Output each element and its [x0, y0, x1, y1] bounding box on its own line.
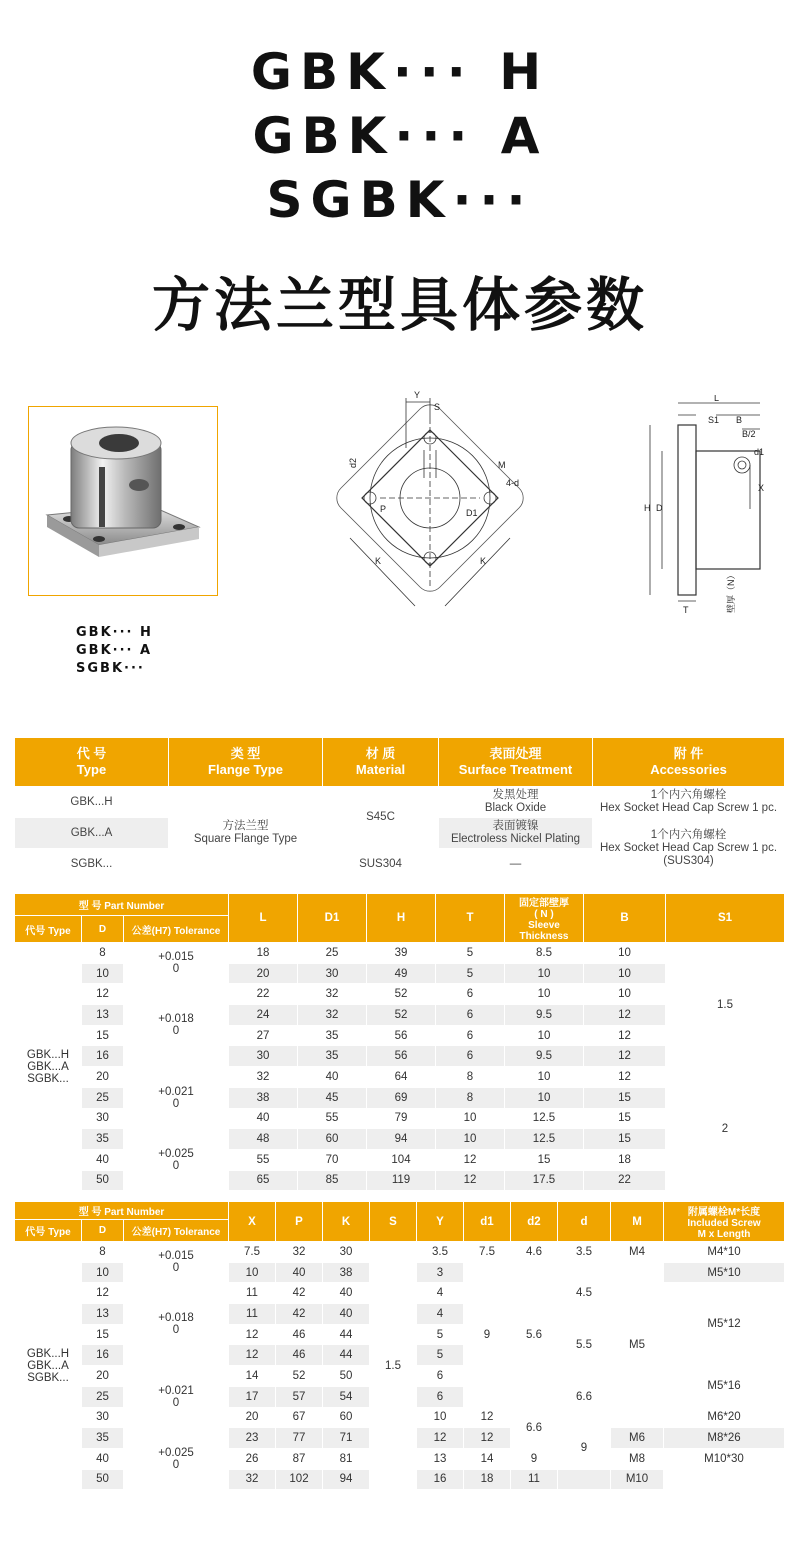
n-cell: 9.5: [505, 1046, 584, 1067]
screw-cell: M5*16: [664, 1366, 785, 1407]
header-flange-type: 类 型 Flange Type: [169, 738, 323, 787]
d-cell: 8: [82, 1242, 124, 1263]
d-cell: 20: [82, 1067, 124, 1088]
type-group-cell-line: SGBK...: [27, 1371, 69, 1384]
dim-label-s1: S1: [708, 415, 720, 425]
n-cell: 12.5: [505, 1129, 584, 1150]
h-cell: 49: [367, 963, 436, 984]
y-cell: 6: [417, 1386, 464, 1407]
tolerance-cell: [124, 1242, 229, 1283]
b-cell: 18: [584, 1149, 666, 1170]
k-cell: 40: [323, 1304, 370, 1325]
tolerance-cell-line: +0.015: [158, 1250, 194, 1263]
d-cell: 35: [82, 1428, 124, 1449]
tolerance-cell-line: +0.025: [158, 1446, 194, 1459]
x-cell: 32: [229, 1469, 276, 1490]
type-cell: GBK...A: [15, 818, 169, 849]
p-cell: 77: [276, 1428, 323, 1449]
type-group-cell-line: GBK...H: [26, 1048, 70, 1061]
flange-type-cell: 方法兰型 Square Flange Type: [169, 787, 323, 880]
d-cell: 10: [82, 1262, 124, 1283]
k-cell: 54: [323, 1386, 370, 1407]
p-cell: 42: [276, 1304, 323, 1325]
d-cell: 50: [82, 1170, 124, 1191]
l-cell: 22: [229, 984, 298, 1005]
d-hole-cell: 4.5: [558, 1262, 611, 1324]
d-cell: 40: [82, 1149, 124, 1170]
t-cell: 6: [436, 1046, 505, 1067]
header-type: 代 号 Type: [15, 738, 169, 787]
h-cell: 56: [367, 1046, 436, 1067]
type-group-cell-line: GBK...A: [27, 1060, 69, 1073]
d-cell: 35: [82, 1129, 124, 1150]
l-cell: 32: [229, 1067, 298, 1088]
side-view-drawing: [630, 395, 770, 615]
header-part-number: 型 号 Part Number: [15, 1202, 229, 1220]
p-cell: 67: [276, 1407, 323, 1428]
header-part-number: 型 号 Part Number: [15, 894, 229, 916]
header-d: D: [82, 916, 124, 943]
dim-label-t: T: [683, 605, 689, 615]
t-cell: 12: [436, 1149, 505, 1170]
l-cell: 24: [229, 1005, 298, 1026]
tolerance-cell-line: +0.018: [158, 1312, 194, 1325]
n-cell: 17.5: [505, 1170, 584, 1191]
header-y: Y: [417, 1202, 464, 1242]
h-cell: 39: [367, 943, 436, 964]
tolerance-cell-line: 0: [172, 1262, 180, 1275]
d1-cell: 12: [464, 1407, 511, 1428]
d1-cell: 85: [298, 1170, 367, 1191]
title-line: GBK··· A: [252, 107, 548, 165]
t-cell: 5: [436, 943, 505, 964]
surface-cell: —: [439, 849, 593, 880]
m-cell: M10: [611, 1469, 664, 1490]
tolerance-cell: [124, 1366, 229, 1428]
d-hole-cell: 5.5: [558, 1324, 611, 1365]
t-cell: 12: [436, 1170, 505, 1191]
p-cell: 32: [276, 1242, 323, 1263]
d1-cell: 70: [298, 1149, 367, 1170]
dim-label-d1: D1: [466, 508, 478, 518]
header-material: 材 质 Material: [323, 738, 439, 787]
type-group-cell-line: GBK...A: [27, 1359, 69, 1372]
table-row: [15, 1067, 785, 1088]
caption-line: GBK··· H: [76, 625, 153, 640]
x-cell: 7.5: [229, 1242, 276, 1263]
d2-cell: 6.6: [511, 1407, 558, 1448]
dim-label-y: Y: [414, 390, 421, 400]
y-cell: 4: [417, 1283, 464, 1304]
dim-label-d1: d1: [754, 447, 765, 457]
tolerance-cell-line: +0.015: [158, 951, 194, 964]
t-cell: 10: [436, 1129, 505, 1150]
d-cell: 12: [82, 984, 124, 1005]
d-hole-cell: [558, 1469, 611, 1490]
k-cell: 81: [323, 1448, 370, 1469]
x-cell: 11: [229, 1283, 276, 1304]
screw-cell: M5*10: [664, 1262, 785, 1283]
p-cell: 57: [276, 1386, 323, 1407]
dim-label-l: L: [714, 395, 720, 403]
d-cell: 25: [82, 1087, 124, 1108]
t-cell: 10: [436, 1108, 505, 1129]
y-cell: 6: [417, 1366, 464, 1387]
h-cell: 79: [367, 1108, 436, 1129]
t-cell: 6: [436, 1025, 505, 1046]
header-accessories: 附 件 Accessories: [593, 738, 785, 787]
title-block: [0, 40, 800, 232]
n-cell: 8.5: [505, 943, 584, 964]
tolerance-cell-line: 0: [172, 1324, 180, 1337]
type-group-cell-line: SGBK...: [27, 1072, 69, 1085]
d1-cell: 7.5: [464, 1242, 511, 1263]
dim-label-k2: K: [480, 556, 487, 566]
header-type: 代号 Type: [15, 916, 82, 943]
m-cell: M6: [611, 1428, 664, 1449]
type-cell: GBK...H: [15, 787, 169, 818]
d-cell: 30: [82, 1108, 124, 1129]
screw-cell: M8*26: [664, 1428, 785, 1449]
b-cell: 12: [584, 1025, 666, 1046]
x-cell: 12: [229, 1345, 276, 1366]
h-cell: 64: [367, 1067, 436, 1088]
p-cell: 40: [276, 1262, 323, 1283]
l-cell: 30: [229, 1046, 298, 1067]
d-cell: 20: [82, 1366, 124, 1387]
d-cell: 12: [82, 1283, 124, 1304]
caption-line: GBK··· A: [76, 643, 153, 658]
dim-label-m: M: [498, 460, 506, 470]
d1-cell: 32: [298, 1005, 367, 1026]
header-d1: D1: [298, 894, 367, 943]
dim-label-s: S: [434, 402, 441, 412]
s-cell: 1.5: [370, 1242, 417, 1490]
x-cell: 10: [229, 1262, 276, 1283]
d1-cell: 45: [298, 1087, 367, 1108]
d1-cell: 30: [298, 963, 367, 984]
m-cell: M5: [611, 1262, 664, 1428]
d1-cell: 32: [298, 984, 367, 1005]
tolerance-cell: [124, 1283, 229, 1366]
tolerance-cell: [124, 943, 229, 984]
d1-cell: 60: [298, 1129, 367, 1150]
dim-label-d2: d2: [348, 457, 358, 468]
spec-table: [14, 737, 785, 880]
l-cell: 38: [229, 1087, 298, 1108]
x-cell: 20: [229, 1407, 276, 1428]
m-cell: M8: [611, 1448, 664, 1469]
front-view-drawing: [320, 388, 550, 613]
l-cell: 27: [229, 1025, 298, 1046]
d1-cell: 18: [464, 1469, 511, 1490]
y-cell: 10: [417, 1407, 464, 1428]
d-cell: 40: [82, 1448, 124, 1469]
surface-cell: 表面镀镍 Electroless Nickel Plating: [439, 818, 593, 849]
d2-cell: 11: [511, 1469, 558, 1490]
y-cell: 12: [417, 1428, 464, 1449]
h-cell: 119: [367, 1170, 436, 1191]
h-cell: 52: [367, 984, 436, 1005]
n-cell: 10: [505, 1067, 584, 1088]
dim-label-4d: 4-d: [506, 478, 520, 488]
b-cell: 10: [584, 963, 666, 984]
l-cell: 40: [229, 1108, 298, 1129]
dim-label-h: H: [644, 503, 651, 513]
n-cell: 9.5: [505, 1005, 584, 1026]
p-cell: 102: [276, 1469, 323, 1490]
d-hole-cell: 6.6: [558, 1366, 611, 1428]
n-cell: 10: [505, 984, 584, 1005]
p-cell: 46: [276, 1324, 323, 1345]
p-cell: 87: [276, 1448, 323, 1469]
d1-cell: 35: [298, 1025, 367, 1046]
dimension-table-2: [14, 1201, 785, 1490]
p-cell: 42: [276, 1283, 323, 1304]
product-photo-frame: [28, 406, 218, 596]
header-h: H: [367, 894, 436, 943]
d-hole-cell: 3.5: [558, 1242, 611, 1263]
dim-label-k1: K: [375, 556, 382, 566]
header-type: 代号 Type: [15, 1220, 82, 1242]
d1-cell: 25: [298, 943, 367, 964]
h-cell: 52: [367, 1005, 436, 1026]
tolerance-cell: [124, 1067, 229, 1129]
d1-cell: 12: [464, 1428, 511, 1449]
h-cell: 94: [367, 1129, 436, 1150]
d-cell: 10: [82, 963, 124, 984]
n-cell: 10: [505, 1087, 584, 1108]
h-cell: 56: [367, 1025, 436, 1046]
photo-caption: [76, 624, 153, 678]
b-cell: 15: [584, 1108, 666, 1129]
x-cell: 26: [229, 1448, 276, 1469]
material-cell: S45C: [323, 787, 439, 849]
d-cell: 13: [82, 1005, 124, 1026]
h-cell: 104: [367, 1149, 436, 1170]
header-d-hole: d: [558, 1202, 611, 1242]
k-cell: 60: [323, 1407, 370, 1428]
dim-label-b: B: [736, 415, 743, 425]
dim-label-x: X: [758, 483, 765, 493]
dimension-table-1: [14, 893, 785, 1191]
material-cell: SUS304: [323, 849, 439, 880]
title-line: SGBK···: [266, 171, 534, 229]
d2-cell: 5.6: [511, 1262, 558, 1407]
d-cell: 50: [82, 1469, 124, 1490]
b-cell: 12: [584, 1005, 666, 1026]
t-cell: 5: [436, 963, 505, 984]
y-cell: 5: [417, 1345, 464, 1366]
table-row: [15, 1242, 785, 1263]
y-cell: 16: [417, 1469, 464, 1490]
tolerance-cell-line: 0: [172, 1458, 180, 1471]
d1-cell: 55: [298, 1108, 367, 1129]
d-cell: 13: [82, 1304, 124, 1325]
y-cell: 4: [417, 1304, 464, 1325]
p-cell: 46: [276, 1345, 323, 1366]
b-cell: 15: [584, 1087, 666, 1108]
header-m: M: [611, 1202, 664, 1242]
d-cell: 15: [82, 1324, 124, 1345]
d-cell: 16: [82, 1345, 124, 1366]
l-cell: 55: [229, 1149, 298, 1170]
header-p: P: [276, 1202, 323, 1242]
m-cell: M4: [611, 1242, 664, 1263]
k-cell: 94: [323, 1469, 370, 1490]
tolerance-cell-line: 0: [172, 1097, 180, 1110]
t-cell: 6: [436, 1005, 505, 1026]
k-cell: 38: [323, 1262, 370, 1283]
screw-cell: M6*20: [664, 1407, 785, 1428]
n-cell: 10: [505, 963, 584, 984]
header-s: S: [370, 1202, 417, 1242]
tolerance-cell-line: 0: [172, 1159, 180, 1172]
tolerance-cell: [124, 1428, 229, 1490]
s1-cell: 2: [666, 1067, 785, 1191]
d-cell: 30: [82, 1407, 124, 1428]
y-cell: 13: [417, 1448, 464, 1469]
surface-cell: 发黑处理 Black Oxide: [439, 787, 593, 818]
caption-line: SGBK···: [76, 661, 145, 676]
type-group-cell: [15, 943, 82, 1191]
t-cell: 8: [436, 1087, 505, 1108]
l-cell: 48: [229, 1129, 298, 1150]
d-cell: 15: [82, 1025, 124, 1046]
n-cell: 12.5: [505, 1108, 584, 1129]
x-cell: 14: [229, 1366, 276, 1387]
screw-cell: M4*10: [664, 1242, 785, 1263]
t-cell: 6: [436, 984, 505, 1005]
d1-cell: 40: [298, 1067, 367, 1088]
header-screw: 附属螺栓M*长度 Included Screw M x Length: [664, 1202, 785, 1242]
k-cell: 44: [323, 1345, 370, 1366]
d2-cell: 9: [511, 1448, 558, 1469]
d1-cell: 35: [298, 1046, 367, 1067]
h-cell: 69: [367, 1087, 436, 1108]
tolerance-cell-line: 0: [172, 1396, 180, 1409]
p-cell: 52: [276, 1366, 323, 1387]
header-n: 固定部壁厚 ( N ) Sleeve Thickness: [505, 894, 584, 943]
header-l: L: [229, 894, 298, 943]
b-cell: 22: [584, 1170, 666, 1191]
table-row: [15, 943, 785, 964]
d1-cell: 9: [464, 1262, 511, 1407]
x-cell: 11: [229, 1304, 276, 1325]
screw-cell: M5*12: [664, 1283, 785, 1366]
accessory-cell: 1个内六角螺栓 Hex Socket Head Cap Screw 1 pc.: [593, 787, 785, 818]
tolerance-cell-line: 0: [172, 1025, 180, 1038]
d1-cell: 14: [464, 1448, 511, 1469]
page-title: 方法兰型具体参数: [151, 271, 648, 339]
title-line: GBK··· H: [250, 43, 550, 101]
tolerance-cell: [124, 984, 229, 1067]
dim-label-b2: B/2: [742, 429, 756, 439]
t-cell: 8: [436, 1067, 505, 1088]
l-cell: 18: [229, 943, 298, 964]
b-cell: 15: [584, 1129, 666, 1150]
k-cell: 30: [323, 1242, 370, 1263]
y-cell: 5: [417, 1324, 464, 1345]
type-group-cell-line: GBK...H: [26, 1347, 70, 1360]
accessory-cell: 1个内六角螺栓 Hex Socket Head Cap Screw 1 pc. (SUS304): [593, 818, 785, 880]
header-tolerance: 公差(H7) Tolerance: [124, 1220, 229, 1242]
tolerance-cell-line: +0.018: [158, 1013, 194, 1026]
header-s1: S1: [666, 894, 785, 943]
dim-label-n: 壁厚（N）: [726, 570, 736, 613]
k-cell: 50: [323, 1366, 370, 1387]
d-hole-cell: 9: [558, 1428, 611, 1469]
d-cell: 16: [82, 1046, 124, 1067]
dim-label-p: P: [380, 504, 387, 514]
tolerance-cell-line: +0.021: [158, 1384, 194, 1397]
type-group-cell: [15, 1242, 82, 1490]
tolerance-cell-line: 0: [172, 963, 180, 976]
b-cell: 12: [584, 1046, 666, 1067]
x-cell: 17: [229, 1386, 276, 1407]
b-cell: 10: [584, 984, 666, 1005]
type-cell: SGBK...: [15, 849, 169, 880]
tolerance-cell-line: +0.025: [158, 1147, 194, 1160]
header-d2: d2: [511, 1202, 558, 1242]
y-cell: 3: [417, 1262, 464, 1283]
header-tolerance: 公差(H7) Tolerance: [124, 916, 229, 943]
l-cell: 20: [229, 963, 298, 984]
n-cell: 15: [505, 1149, 584, 1170]
n-cell: 10: [505, 1025, 584, 1046]
tolerance-cell: [124, 1129, 229, 1191]
header-d: D: [82, 1220, 124, 1242]
header-t: T: [436, 894, 505, 943]
header-k: K: [323, 1202, 370, 1242]
header-x: X: [229, 1202, 276, 1242]
k-cell: 44: [323, 1324, 370, 1345]
tolerance-cell-line: +0.021: [158, 1085, 194, 1098]
l-cell: 65: [229, 1170, 298, 1191]
header-surface: 表面处理 Surface Treatment: [439, 738, 593, 787]
dim-label-d: D: [656, 503, 663, 513]
s1-cell: 1.5: [666, 943, 785, 1067]
k-cell: 71: [323, 1428, 370, 1449]
d-cell: 25: [82, 1386, 124, 1407]
d-cell: 8: [82, 943, 124, 964]
d2-cell: 4.6: [511, 1242, 558, 1263]
product-photo: [29, 407, 216, 594]
x-cell: 23: [229, 1428, 276, 1449]
b-cell: 12: [584, 1067, 666, 1088]
x-cell: 12: [229, 1324, 276, 1345]
header-b: B: [584, 894, 666, 943]
y-cell: 3.5: [417, 1242, 464, 1263]
k-cell: 40: [323, 1283, 370, 1304]
b-cell: 10: [584, 943, 666, 964]
screw-cell: M10*30: [664, 1448, 785, 1469]
header-d1: d1: [464, 1202, 511, 1242]
